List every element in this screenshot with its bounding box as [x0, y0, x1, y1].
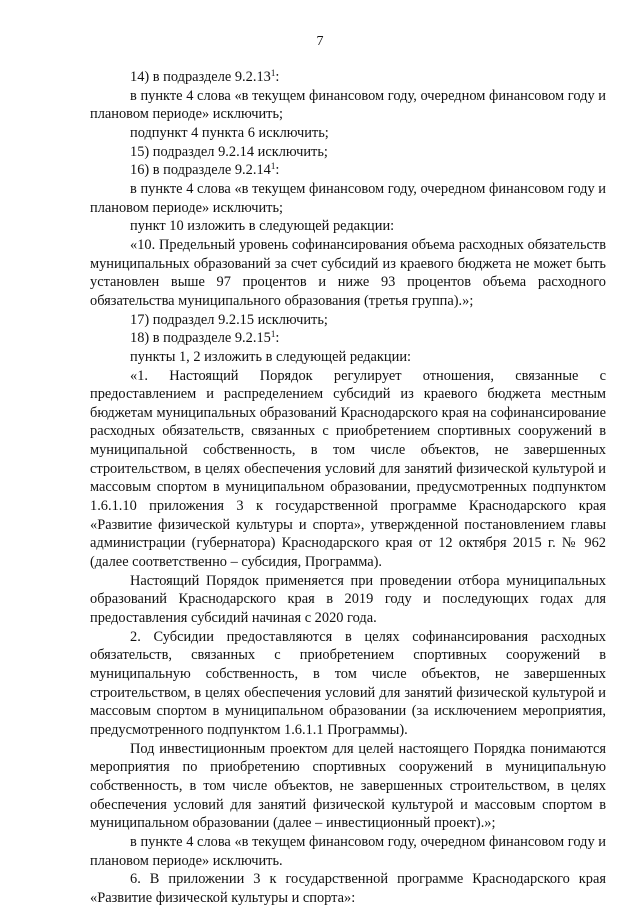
amendment-paragraph: в пункте 4 слова «в текущем финансовом году, очередном финансовом году и плановом периоде» исключить; — [90, 87, 606, 123]
item-17-heading: 17) подраздел 9.2.15 исключить; — [130, 311, 328, 328]
amendment-paragraph: пункты 1, 2 изложить в следующей редакции: — [130, 348, 412, 365]
superscript: 1 — [270, 329, 276, 340]
body-paragraph: Под инвестиционным проектом для целей настоящего Порядка понимаются мероприятия по приобретению спортивных сооружений в муниципальную собственность, в том числе объектов, не завершенных строительством, в целях обеспечения условий для занятий физической культурой и массовым спортом в муниципальном образовании (далее – инвестиционный проект).»; — [90, 740, 606, 832]
quoted-point-1: «1. Настоящий Порядок регулирует отношения, связанные с предоставлением и распределением субсидий из краевого бюджета местным бюджетам муниципальных образований Краснодарского края на софинансирование расходных обязательств, связанных с приобретением спортивных сооружений в муниципальной собственность, в том числе объектов, не завершенных строительством, в целях обеспечения условий для занятий физической культурой и массовым спортом в муниципальном образовании, предусмотренных подпунктом 1.6.1.10 приложения 3 к государственной программе Краснодарского края «Развитие физической культуры и спорта», утвержденной постановлением главы администрации (губернатора) Краснодарского края от 12 октября 2015 г. № 962 (далее соответственно – субсидия, Программа). — [90, 367, 606, 571]
document-body — [90, 68, 606, 908]
amendment-paragraph: в пункте 4 слова «в текущем финансовом году, очередном финансовом году и плановом периоде» исключить. — [90, 833, 606, 869]
amendment-paragraph: подпункт 4 пункта 6 исключить; — [130, 124, 329, 141]
body-paragraph: Настоящий Порядок применяется при проведении отбора муниципальных образований Краснодарского края в 2019 году и последующих годах для предоставления субсидий начиная с 2020 года. — [90, 572, 606, 627]
amendment-paragraph: пункт 10 изложить в следующей редакции: — [130, 218, 395, 235]
item-6-heading: 6. В приложении 3 к государственной программе Краснодарского края «Развитие физической культуры и спорта»: — [90, 871, 606, 906]
quoted-point-10: «10. Предельный уровень софинансирования объема расходных обязательств муниципальных образований за счет субсидий из краевого бюджета не может быть установлен выше 97 процентов и ниже 93 процентов объема расходного обязательства муниципального образования (третья группа).»; — [90, 236, 606, 309]
item-16-heading: 16) в подразделе 9.2.14$^1$: — [130, 161, 280, 179]
amendment-paragraph: в пункте 4 слова «в текущем финансовом году, очередном финансовом году и плановом периоде» исключить; — [90, 180, 606, 216]
item-18-heading: 18) в подразделе 9.2.15$^1$: — [130, 329, 280, 347]
page-number: 7 — [316, 34, 324, 49]
superscript: 1 — [270, 68, 276, 78]
item-15-heading: 15) подраздел 9.2.14 исключить; — [130, 143, 328, 160]
superscript: 1 — [270, 161, 276, 172]
quoted-point-2: 2. Субсидии предоставляются в целях софинансирования расходных обязательств, связанных с приобретением спортивных сооружений в муниципальную собственность, в том числе объектов, не завершенных строительством, в целях обеспечения условий для занятий физической культурой и массовым спортом в муниципальном образовании (за исключением мероприятия, предусмотренного подпунктом 1.6.1.1 Программы). — [90, 628, 606, 738]
item-14-heading: 14) в подразделе 9.2.13$^1$: — [130, 68, 280, 85]
